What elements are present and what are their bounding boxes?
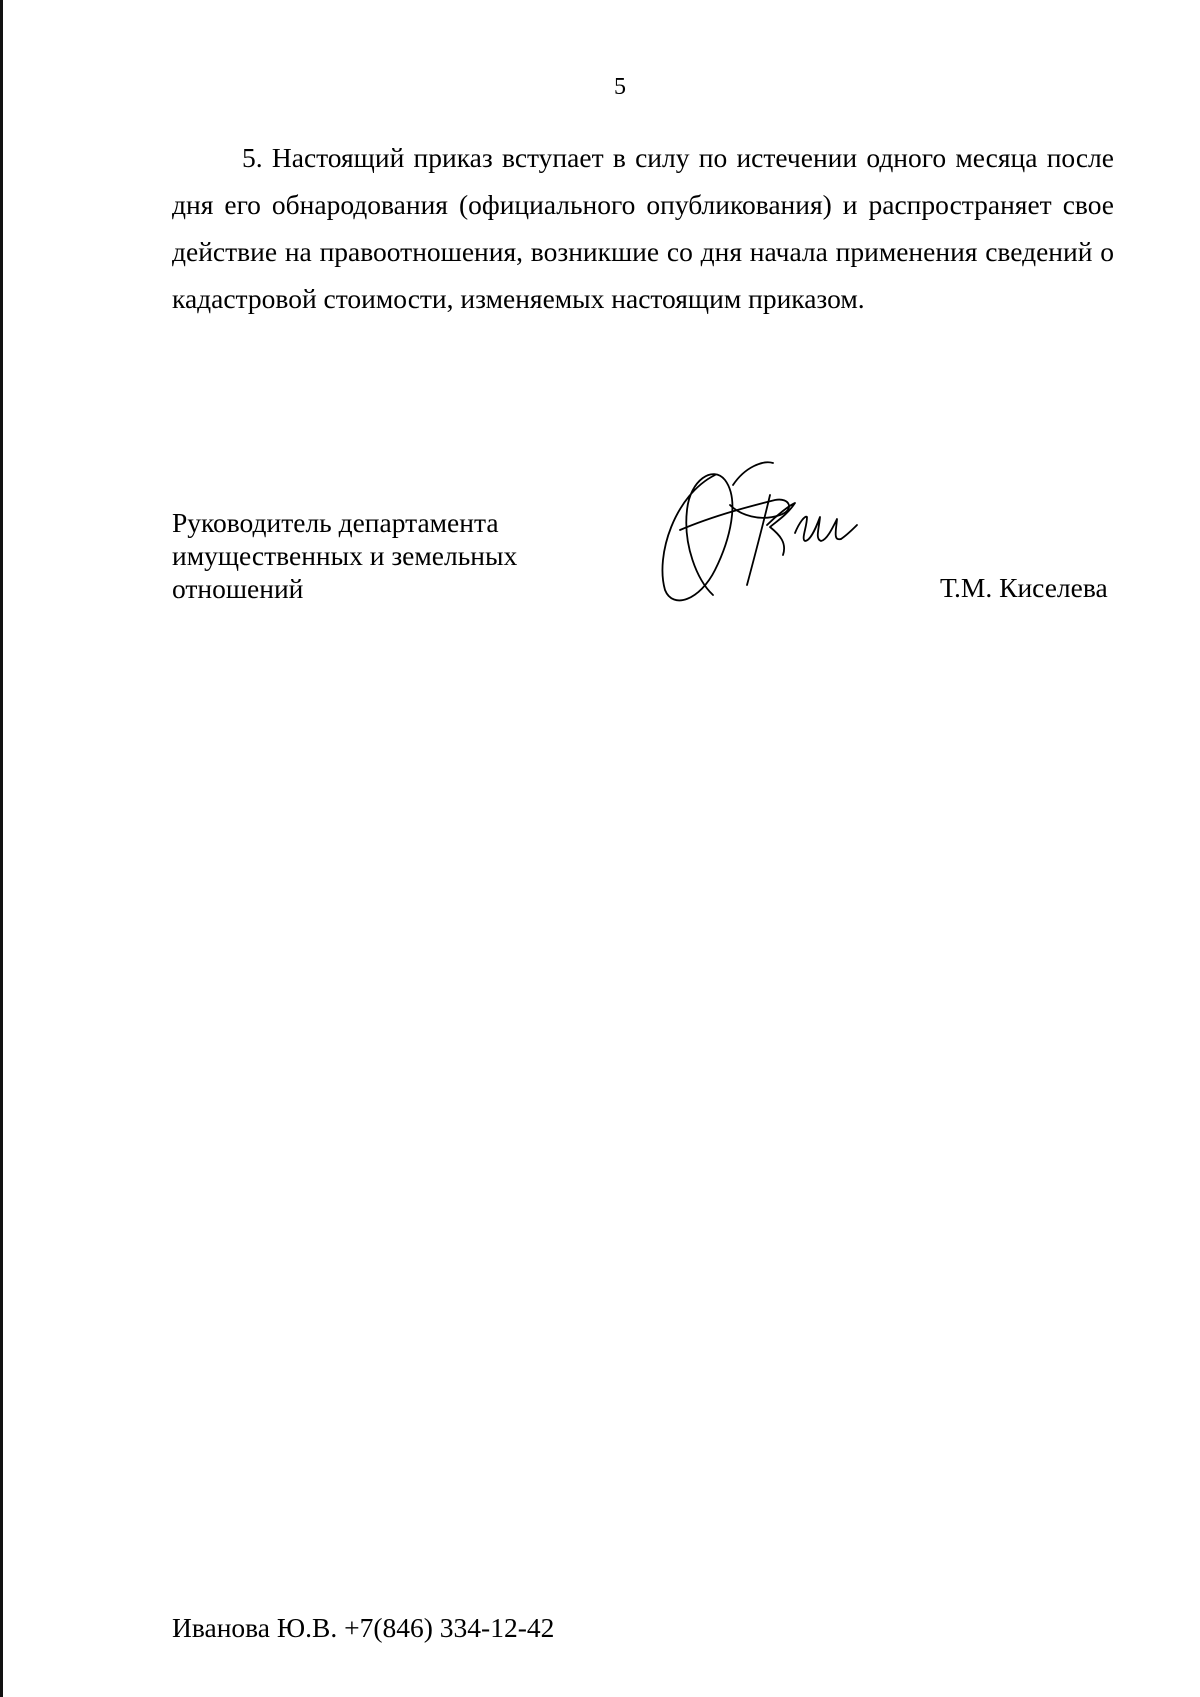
page-edge-line [0, 0, 3, 1697]
page-number: 5 [614, 74, 626, 100]
signatory-title-line-3: отношений [172, 573, 304, 604]
paragraph-5: 5. Настоящий приказ вступает в силу по истечении одного месяца после дня его обнародования (официального опубликования) и распространяет свое действие на правоотношения, возникшие со дня начала применения сведений о кадастровой стоимости, изменяемых настоящим приказом. [172, 142, 1114, 314]
executor-contact: Иванова Ю.В. +7(846) 334-12-42 [172, 1612, 555, 1643]
signatory-title [172, 506, 517, 605]
signatory-title-line-2: имущественных и земельных [172, 540, 518, 571]
signatory-title-line-1: Руководитель департамента [172, 507, 499, 538]
handwritten-signature [655, 455, 895, 610]
signatory-name: Т.М. Киселева [940, 572, 1108, 603]
